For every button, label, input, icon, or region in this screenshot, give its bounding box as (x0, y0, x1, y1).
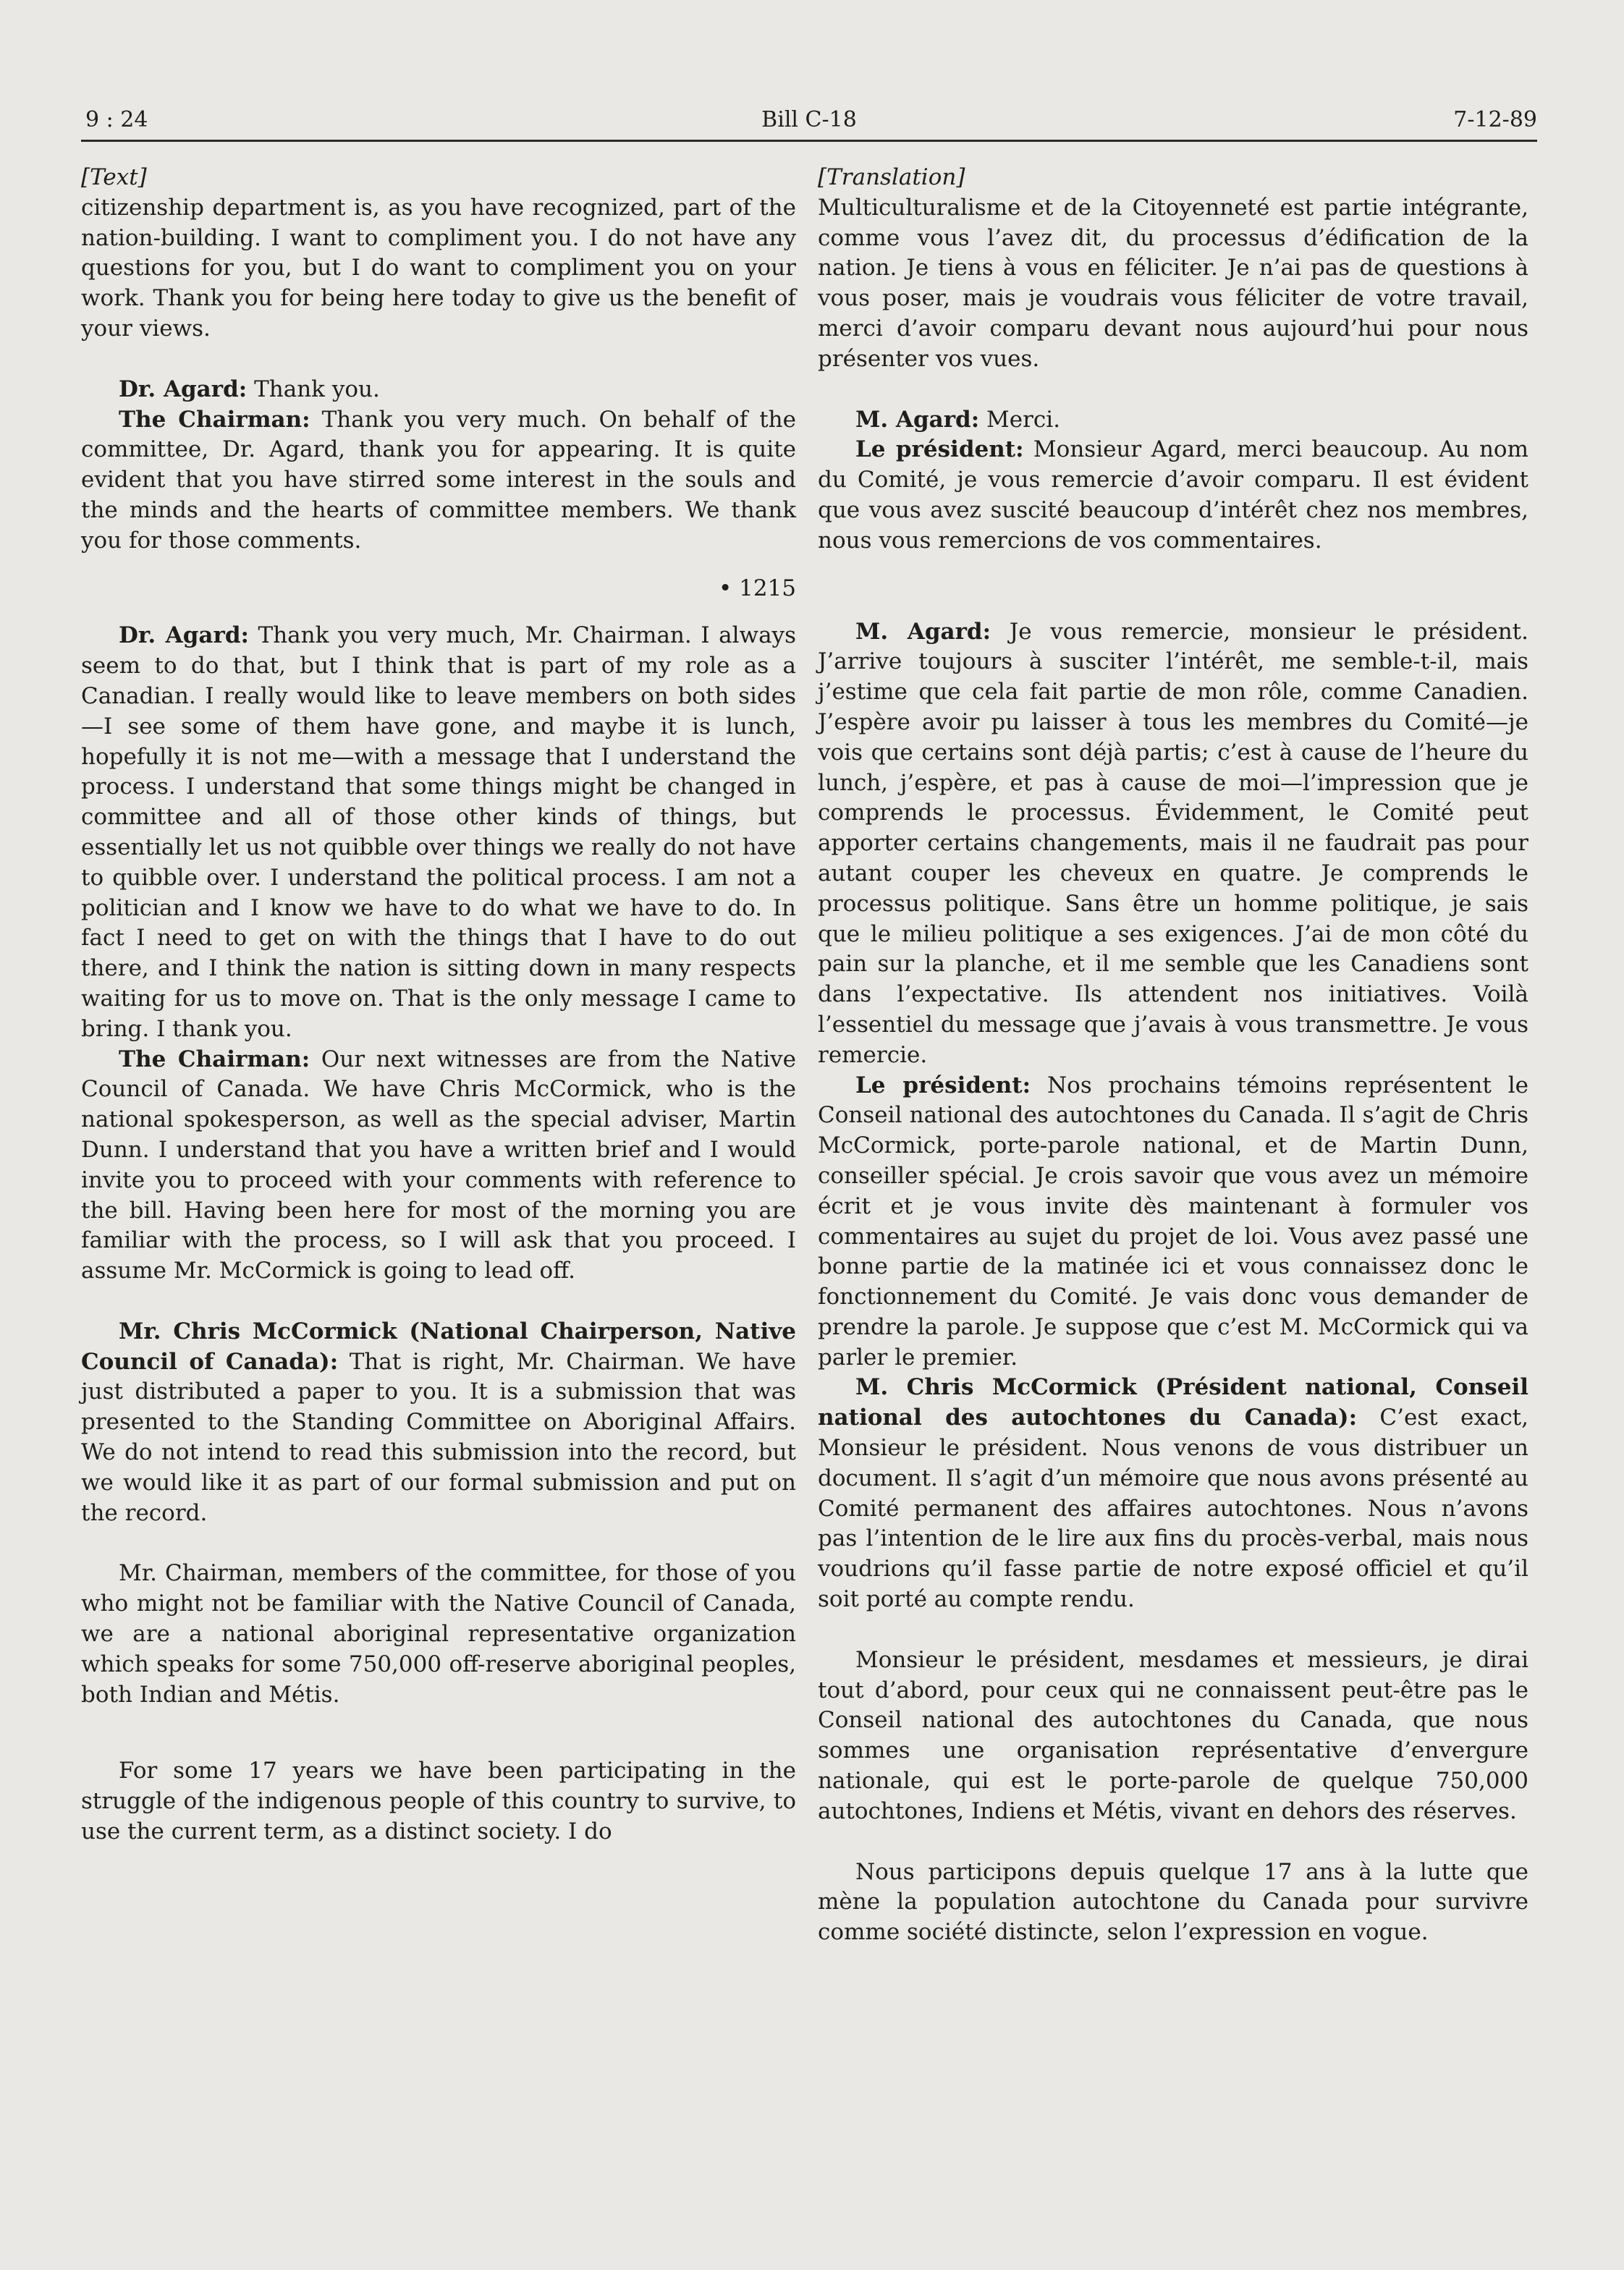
speaker-name: M. Agard: (855, 406, 980, 433)
header-rule (81, 140, 1537, 142)
speaker-name: Dr. Agard: (119, 376, 248, 402)
paragraph: For some 17 years we have been participating in the struggle of the indigenous people of this country to survive, to use the current term, as a distinct society. I do (81, 1758, 796, 1845)
paragraph: Le président: Monsieur Agard, merci beaucoup. Au nom du Comité, je vous remercie d’avoir comparu. Il est évident que vous avez suscité beaucoup d’intérêt chez nos membres, nous vous remercions de vos commentaires. (818, 436, 1528, 554)
page-date: 7-12-89 (1453, 107, 1537, 132)
paragraph: Le président: Nos prochains témoins représentent le Conseil national des autochtones du Canada. Il s’agit de Chris McCormick, porte-parole national, et de Martin Dunn, conseiller spécial. Je crois savoir que vous avez un mémoire écrit et je vous invite dès maintenant à formuler vos commentaires au sujet du projet de loi. Vous avez passé une bonne partie de la matinée ici et vous connaissez donc le fonctionnement du Comité. Je vais donc vous demander de prendre la parole. Je suppose que c’est M. McCormick qui va parler le premier. (818, 1072, 1528, 1371)
speaker-name: M. Chris McCormick (Président national, Conseil national des autochtones du Canada): (818, 1374, 1528, 1431)
speaker-name: Dr. Agard: (119, 622, 249, 649)
speaker-name: The Chairman: (119, 1046, 310, 1072)
text-label: [Text] (81, 164, 147, 190)
paragraph: Dr. Agard: Thank you. (119, 376, 380, 402)
speaker-name: Le président: (855, 436, 1024, 463)
paragraph: Dr. Agard: Thank you very much, Mr. Chairman. I always seem to do that, but I think that is part of my role as a Canadian. I really would like to leave members on both sides—I see some of them have gone, and maybe it is lunch, hopefully it is not me—with a message that I understand the process. I understand that some things might be changed in committee and all of those other kinds of things, but essentially let us not quibble over things we really do not have to quibble over. I understand the political process. I am not a politician and I know we have to do what we have to do. In fact I need to get on with the things that I have to do out there, and I think the nation is sitting down in many respects waiting for us to move on. That is the only message I came to bring. I thank you. (81, 622, 796, 1042)
paragraph: Monsieur le président, mesdames et messieurs, je dirai tout d’abord, pour ceux qui ne connaissent peut-être pas le Conseil national des autochtones du Canada, que nous sommes une organisation représentative d’envergure nationale, qui est le porte-parole de quelque 750,000 autochtones, Indiens et Métis, vivant en dehors des réserves. (818, 1646, 1528, 1824)
timestamp: • 1215 (718, 575, 796, 601)
speaker-name: M. Agard: (855, 618, 991, 645)
page-header (81, 107, 1537, 139)
french-column (818, 163, 1528, 1948)
paragraph: citizenship department is, as you have recognized, part of the nation-building. I want to compliment you. I do not have any questions for you, but I do want to compliment you on your work. Thank you for being here today to give us the benefit of your views. (81, 194, 796, 342)
paragraph: M. Agard: Je vous remercie, monsieur le président. J’arrive toujours à susciter l’intérêt, me semble-t-il, mais j’estime que cela fait partie de mon rôle, comme Canadien. J’espère avoir pu laisser à tous les membres du Comité—je vois que certains sont déjà partis; c’est à cause de l’heure du lunch, j’espère, et pas à cause de moi—l’impression que je comprends le processus. Évidemment, le Comité peut apporter certains changements, mais il ne faudrait pas pour autant couper les cheveux en quatre. Je comprends le processus politique. Sans être un homme politique, je sais que le milieu politique a ses exigences. J’ai de mon côté du pain sur la planche, et il me semble que les Canadiens sont dans l’expectative. Ils attendent nos initiatives. Voilà l’essentiel du message que j’avais à vous transmettre. Je vous remercie. (818, 618, 1528, 1068)
english-column (81, 163, 796, 1847)
paragraph: M. Chris McCormick (Président national, Conseil national des autochtones du Canada): C’est exact, Monsieur le président. Nous venons de vous distribuer un document. Il s’agit d’un mémoire que nous avons présenté au Comité permanent des affaires autochtones. Nous n’avons pas l’intention de le lire aux fins du procès-verbal, mais nous voudrions qu’il fasse partie de notre exposé officiel et qu’il soit porté au compte rendu. (818, 1374, 1528, 1613)
speaker-name: Le président: (855, 1072, 1031, 1098)
paragraph: The Chairman: Thank you very much. On behalf of the committee, Dr. Agard, thank you for appearing. It is quite evident that you have stirred some interest in the souls and the minds and the hearts of committee members. We thank you for those comments. (81, 406, 796, 554)
paragraph: The Chairman: Our next witnesses are from the Native Council of Canada. We have Chris McCormick, who is the national spokesperson, as well as the special adviser, Martin Dunn. I understand that you have a written brief and I would invite you to proceed with your comments with reference to the bill. Having been here for most of the morning you are familiar with the process, so I will ask that you proceed. I assume Mr. McCormick is going to lead off. (81, 1046, 796, 1284)
paragraph: M. Agard: Merci. (855, 406, 1061, 433)
speaker-name: Mr. Chris McCormick (National Chairperson, Native Council of Canada): (81, 1318, 796, 1375)
paragraph: Nous participons depuis quelque 17 ans à la lutte que mène la population autochtone du Canada pour survivre comme société distincte, selon l’expression en vogue. (818, 1858, 1528, 1946)
speaker-name: The Chairman: (119, 406, 310, 433)
paragraph: Mr. Chairman, members of the committee, for those of you who might not be familiar with the Native Council of Canada, we are a national aboriginal representative organization which speaks for some 750,000 off-reserve aboriginal peoples, both Indian and Métis. (81, 1560, 796, 1708)
paragraph: Multiculturalisme et de la Citoyenneté est partie intégrante, comme vous l’avez dit, du processus d’édification de la nation. Je tiens à vous en féliciter. Je n’ai pas de questions à vous poser, mais je voudrais vous féliciter de votre travail, merci d’avoir comparu devant nous aujourd’hui pour nous présenter vos vues. (818, 194, 1528, 372)
translation-label: [Translation] (818, 164, 965, 190)
page-title: Bill C-18 (761, 107, 857, 132)
page-number: 9 : 24 (85, 107, 148, 132)
paragraph: Mr. Chris McCormick (National Chairperson, Native Council of Canada): That is right, Mr. Chairman. We have just distributed a paper to you. It is a submission that was presented to the Standing Committee on Aboriginal Affairs. We do not intend to read this submission into the record, but we would like it as part of our formal submission and put on the record. (81, 1318, 796, 1526)
